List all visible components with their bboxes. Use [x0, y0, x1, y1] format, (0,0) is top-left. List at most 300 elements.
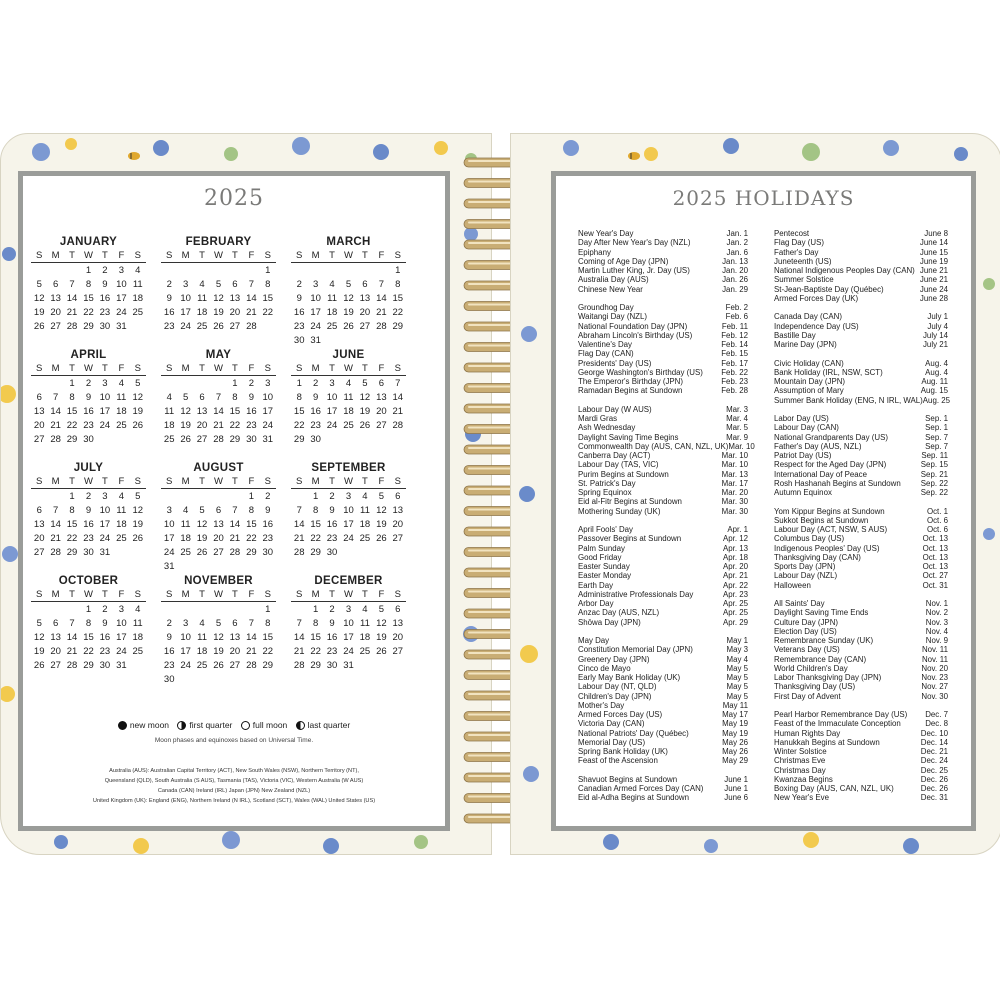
- day-number: 5: [199, 505, 205, 516]
- weekday-label: T: [69, 250, 75, 261]
- empty-cell: [31, 378, 47, 389]
- holiday-name: Mother's Day: [578, 700, 625, 710]
- day-number: 31: [99, 547, 111, 558]
- day-number: 3: [329, 378, 335, 389]
- empty-cell: [291, 265, 307, 276]
- holidays-column-1: [578, 229, 755, 803]
- day-number: 23: [246, 420, 257, 431]
- holiday-row: [578, 608, 748, 617]
- month-name: NOVEMBER: [184, 575, 253, 587]
- day-number: 18: [359, 632, 371, 643]
- bee-icon: [628, 152, 640, 160]
- holiday-row: [578, 534, 748, 543]
- weekday-header: [291, 250, 406, 263]
- day-number: 21: [392, 406, 404, 417]
- day-number: 14: [376, 293, 387, 304]
- holiday-name: All Saints' Day: [774, 599, 825, 608]
- day-number: 30: [326, 660, 338, 671]
- day-number: 31: [116, 660, 127, 671]
- day-number: 19: [359, 406, 371, 417]
- holiday-row: [774, 359, 948, 368]
- holiday-date: Aug. 4: [925, 358, 948, 368]
- holiday-date: Mar. 4: [726, 414, 748, 423]
- holiday-row: [578, 238, 748, 247]
- day-number: 26: [376, 646, 387, 657]
- day-number: 24: [262, 420, 274, 431]
- empty-cell: [373, 265, 389, 276]
- day-number: 20: [229, 646, 241, 657]
- day-number: 3: [102, 378, 108, 389]
- day-number: 7: [248, 618, 254, 629]
- weekday-label: W: [344, 250, 353, 261]
- holiday-date: Dec. 25: [920, 765, 948, 775]
- holiday-row: [578, 590, 748, 599]
- holiday-row: [774, 738, 948, 747]
- month-gap: [578, 766, 748, 775]
- day-number: 7: [52, 505, 59, 516]
- holiday-row: [774, 571, 948, 580]
- day-number: 27: [229, 660, 241, 671]
- day-number: 9: [85, 392, 92, 403]
- holiday-name: Arbor Day: [578, 599, 614, 608]
- day-number: 12: [213, 293, 224, 304]
- holiday-row: [578, 368, 748, 377]
- day-number: 28: [246, 660, 257, 671]
- holiday-date: June 6: [724, 793, 748, 803]
- holiday-date: Apr. 23: [722, 589, 748, 599]
- day-number: 21: [376, 307, 387, 318]
- empty-cell: [47, 265, 63, 276]
- day-number: 8: [265, 618, 271, 629]
- holiday-date: June 21: [919, 275, 948, 285]
- holiday-name: Day After New Year's Day (NZL): [578, 238, 691, 248]
- holiday-name: Pearl Harbor Remembrance Day (US): [774, 710, 908, 719]
- day-number: 14: [392, 392, 404, 403]
- holiday-row: [774, 525, 948, 534]
- holiday-date: Apr. 12: [722, 534, 748, 544]
- day-number: 3: [182, 279, 189, 290]
- holiday-name: National Foundation Day (JPN): [578, 321, 688, 331]
- holiday-name: Christmas Eve: [774, 756, 826, 766]
- empty-cell: [227, 604, 243, 615]
- weekday-label: S: [296, 250, 303, 261]
- holiday-name: Remembrance Day (CAN): [774, 654, 867, 664]
- day-number: 11: [343, 392, 354, 403]
- holiday-row: [578, 349, 748, 358]
- holiday-name: Labour Day (TAS, VIC): [578, 460, 659, 470]
- weekday-label: S: [134, 363, 141, 374]
- day-number: 24: [180, 660, 191, 671]
- day-number: 10: [163, 519, 175, 530]
- day-number: 1: [395, 265, 401, 276]
- day-number: 17: [163, 533, 175, 544]
- holiday-date: May 26: [722, 747, 748, 756]
- holiday-row: [774, 238, 948, 247]
- weekday-label: S: [296, 589, 303, 600]
- day-number: 12: [132, 392, 144, 403]
- holiday-date: Dec. 8: [925, 719, 948, 729]
- day-number: 7: [395, 378, 401, 389]
- day-number: 19: [343, 307, 354, 318]
- weekday-label: F: [118, 476, 125, 487]
- holiday-date: Feb. 17: [721, 358, 748, 368]
- day-number: 6: [232, 279, 238, 290]
- day-number: 16: [246, 406, 257, 417]
- day-number: 9: [248, 392, 254, 403]
- day-number: 21: [229, 533, 241, 544]
- day-number: 3: [118, 604, 124, 615]
- day-number: 24: [99, 420, 111, 431]
- holiday-name: Labor Thanksgiving Day (JPN): [774, 673, 882, 682]
- day-number: 7: [378, 279, 384, 290]
- holiday-name: National Grandparents Day (US): [774, 432, 889, 442]
- holiday-name: May Day: [578, 636, 610, 645]
- day-number: 22: [310, 646, 321, 657]
- day-number: 22: [229, 420, 241, 431]
- month-august: [161, 462, 276, 572]
- day-number: 22: [246, 533, 257, 544]
- day-number: 2: [248, 378, 254, 389]
- holiday-row: [774, 645, 948, 654]
- day-number: 19: [196, 533, 208, 544]
- day-number: 31: [343, 660, 354, 671]
- day-number: 24: [343, 533, 354, 544]
- day-number: 29: [262, 660, 274, 671]
- holiday-row: [578, 460, 748, 469]
- holiday-name: Bastille Day: [774, 330, 816, 340]
- weekday-label: M: [51, 363, 60, 374]
- holiday-row: [578, 645, 748, 654]
- weekday-label: F: [118, 250, 125, 261]
- weekday-label: T: [199, 589, 205, 600]
- holiday-row: [578, 655, 748, 664]
- holiday-date: Mar. 10: [728, 441, 755, 451]
- month-september: [291, 462, 406, 558]
- day-number: 29: [83, 660, 94, 671]
- day-number: 13: [376, 392, 387, 403]
- day-number: 28: [376, 321, 387, 332]
- holiday-name: Culture Day (JPN): [774, 617, 839, 627]
- weekday-label: M: [181, 250, 190, 261]
- holiday-name: Palm Sunday: [578, 543, 625, 553]
- day-number: 21: [66, 646, 78, 657]
- day-number: 26: [196, 547, 208, 558]
- month-may: [161, 349, 276, 445]
- day-number: 23: [99, 307, 111, 318]
- holiday-name: Easter Sunday: [578, 562, 630, 571]
- day-number: 20: [50, 307, 61, 318]
- holiday-date: Oct. 13: [922, 562, 948, 571]
- month-gap: [578, 294, 748, 303]
- day-number: 3: [182, 618, 189, 629]
- holiday-date: Feb. 6: [725, 312, 748, 322]
- weekday-label: F: [248, 589, 255, 600]
- day-number: 22: [310, 533, 321, 544]
- holiday-name: Daylight Saving Time Begins: [578, 432, 679, 442]
- day-number: 19: [33, 646, 45, 657]
- day-number: 14: [246, 632, 257, 643]
- day-number: 27: [392, 533, 404, 544]
- day-number: 21: [293, 533, 305, 544]
- holiday-row: [578, 229, 748, 238]
- holiday-date: Mar. 10: [721, 460, 748, 470]
- holiday-date: Dec. 10: [920, 728, 948, 738]
- holiday-date: Apr. 22: [722, 580, 748, 590]
- day-number: 20: [213, 533, 224, 544]
- day-number: 23: [326, 646, 338, 657]
- day-number: 8: [312, 618, 319, 629]
- holiday-row: [578, 747, 748, 756]
- holiday-row: [774, 442, 948, 451]
- weekday-label: T: [232, 589, 238, 600]
- month-january: [31, 236, 146, 332]
- weekday-label: T: [69, 363, 75, 374]
- day-number: 11: [132, 279, 143, 290]
- full-moon-icon: [241, 721, 250, 730]
- holiday-name: Father's Day (AUS, NZL): [774, 441, 862, 451]
- weekday-label: M: [311, 589, 320, 600]
- weekday-header: [291, 476, 406, 489]
- day-number: 24: [116, 307, 127, 318]
- day-number: 20: [50, 646, 61, 657]
- day-number: 11: [327, 293, 337, 304]
- day-number: 21: [50, 420, 61, 431]
- holiday-date: Mar. 30: [721, 497, 748, 507]
- holiday-row: [578, 386, 748, 395]
- holiday-row: [578, 359, 748, 368]
- day-number: 4: [362, 604, 368, 615]
- holiday-date: Nov. 27: [921, 682, 948, 692]
- holiday-name: Summer Solstice: [774, 275, 834, 285]
- holiday-row: [774, 451, 948, 460]
- month-gap: [774, 590, 948, 599]
- day-grid: [31, 265, 146, 332]
- day-number: 27: [229, 321, 241, 332]
- day-grid: [291, 378, 406, 445]
- day-number: 21: [50, 533, 61, 544]
- day-number: 22: [83, 307, 94, 318]
- day-number: 15: [293, 406, 305, 417]
- empty-cell: [177, 378, 193, 389]
- holiday-name: Veterans Day (US): [774, 645, 840, 655]
- day-number: 15: [262, 632, 274, 643]
- month-february: [161, 236, 276, 332]
- day-number: 18: [132, 293, 144, 304]
- day-number: 26: [213, 321, 224, 332]
- day-number: 21: [246, 646, 257, 657]
- day-number: 10: [326, 392, 338, 403]
- day-number: 15: [83, 293, 94, 304]
- day-number: 2: [102, 604, 108, 615]
- holiday-row: [578, 433, 748, 442]
- holiday-row: [578, 719, 748, 728]
- holiday-row: [774, 784, 948, 793]
- day-grid: [161, 491, 276, 572]
- month-gap: [774, 701, 948, 710]
- day-number: 4: [199, 279, 205, 290]
- weekday-header: [161, 589, 276, 602]
- day-number: 3: [345, 491, 352, 502]
- day-number: 13: [33, 406, 45, 417]
- day-number: 29: [66, 434, 78, 445]
- weekday-label: S: [264, 250, 271, 261]
- day-number: 8: [248, 505, 254, 516]
- day-number: 25: [196, 321, 208, 332]
- day-number: 14: [66, 632, 78, 643]
- holiday-row: [578, 710, 748, 719]
- day-number: 1: [85, 265, 92, 276]
- holiday-name: Eid al-Fitr Begins at Sundown: [578, 497, 682, 507]
- holiday-date: Feb. 12: [721, 330, 748, 340]
- holiday-row: [774, 655, 948, 664]
- day-number: 8: [312, 505, 319, 516]
- holiday-row: [774, 248, 948, 257]
- new-moon-icon: [118, 721, 127, 730]
- holiday-date: Nov. 1: [925, 599, 948, 608]
- day-number: 26: [180, 434, 191, 445]
- day-number: 5: [362, 378, 368, 389]
- weekday-label: S: [134, 476, 141, 487]
- day-number: 9: [166, 632, 172, 643]
- day-number: 1: [85, 604, 92, 615]
- empty-cell: [161, 604, 177, 615]
- day-number: 19: [213, 646, 224, 657]
- holiday-row: [578, 340, 748, 349]
- weekday-label: T: [102, 363, 108, 374]
- day-number: 19: [132, 519, 144, 530]
- region-abbreviations: Australia (AUS): Australian Capital Territory (ACT), New South Wales (NSW), Northern Territory (NT), Queensland (QLD), South Australia (S AUS), Tasmania (TAS), Victoria (VIC), Western Australia (W AUS) Canada (CAN) Ireland (IRL) Japan (JPN) New Zealand (NZL) United Kingdom (UK): England (ENG), Northern Ireland (N IRL), Scotland (SCT), Wales (WAL) United States (US): [92, 768, 376, 804]
- day-number: 5: [215, 618, 222, 629]
- holiday-row: [774, 229, 948, 238]
- day-number: 18: [359, 519, 371, 530]
- day-number: 13: [229, 293, 241, 304]
- holiday-date: Nov. 9: [925, 636, 948, 645]
- day-grid: [291, 604, 406, 671]
- empty-cell: [227, 491, 243, 502]
- day-number: 3: [166, 505, 172, 516]
- holiday-date: May 5: [726, 682, 748, 692]
- weekday-label: T: [199, 250, 205, 261]
- holiday-date: Apr. 18: [722, 552, 748, 562]
- day-number: 22: [66, 533, 78, 544]
- holiday-row: [578, 257, 748, 266]
- day-number: 2: [296, 279, 302, 290]
- empty-cell: [291, 491, 307, 502]
- day-number: 10: [262, 392, 274, 403]
- holiday-name: Civic Holiday (CAN): [774, 358, 844, 368]
- day-number: 18: [116, 406, 127, 417]
- day-number: 1: [232, 378, 238, 389]
- holiday-row: [774, 581, 948, 590]
- day-number: 27: [213, 547, 224, 558]
- holiday-row: [578, 507, 748, 516]
- day-number: 6: [199, 392, 205, 403]
- day-number: 8: [265, 279, 271, 290]
- day-number: 17: [326, 406, 338, 417]
- weekday-header: [161, 363, 276, 376]
- day-number: 12: [180, 406, 191, 417]
- weekday-label: W: [84, 476, 93, 487]
- empty-cell: [161, 491, 177, 502]
- day-number: 25: [132, 307, 144, 318]
- day-number: 11: [164, 406, 175, 417]
- holiday-date: May 5: [726, 663, 748, 673]
- holiday-name: Waitangi Day (NZL): [578, 312, 647, 322]
- weekday-label: T: [69, 589, 75, 600]
- holiday-date: May 17: [722, 710, 748, 719]
- month-name: JULY: [73, 462, 104, 474]
- day-number: 17: [99, 406, 111, 417]
- weekday-header: [161, 250, 276, 263]
- holiday-date: Dec. 24: [920, 756, 948, 766]
- holiday-row: [774, 460, 948, 469]
- day-number: 16: [326, 519, 338, 530]
- day-number: 9: [85, 505, 92, 516]
- holiday-date: Feb. 23: [721, 377, 748, 386]
- holiday-date: Oct. 13: [922, 534, 948, 544]
- holiday-row: [774, 312, 948, 321]
- weekday-label: T: [102, 476, 108, 487]
- empty-cell: [47, 491, 63, 502]
- holiday-name: Canada Day (CAN): [774, 312, 842, 322]
- holiday-row: [774, 599, 948, 608]
- day-number: 13: [359, 293, 371, 304]
- holiday-date: Apr. 29: [722, 617, 748, 627]
- day-number: 18: [343, 406, 354, 417]
- holiday-name: Shavuot Begins at Sundown: [578, 774, 678, 784]
- holiday-row: [774, 719, 948, 728]
- holiday-name: Independence Day (US): [774, 321, 859, 331]
- empty-cell: [64, 265, 80, 276]
- holiday-date: Mar. 5: [726, 423, 748, 433]
- day-number: 17: [343, 632, 354, 643]
- holiday-row: [774, 479, 948, 488]
- holiday-row: [578, 331, 748, 340]
- day-number: 28: [229, 547, 241, 558]
- day-number: 25: [163, 434, 175, 445]
- day-number: 4: [118, 491, 124, 502]
- day-number: 31: [116, 321, 127, 332]
- holiday-row: [774, 766, 948, 775]
- holiday-row: [578, 275, 748, 284]
- day-number: 23: [163, 321, 175, 332]
- holiday-row: [578, 636, 748, 645]
- day-number: 25: [132, 646, 144, 657]
- day-number: 13: [50, 293, 61, 304]
- day-number: 14: [293, 519, 305, 530]
- empty-cell: [31, 491, 47, 502]
- weekday-label: S: [134, 589, 141, 600]
- holiday-name: Kwanzaa Begins: [774, 774, 833, 784]
- day-number: 26: [359, 420, 371, 431]
- day-number: 18: [180, 533, 191, 544]
- holiday-row: [578, 525, 748, 534]
- weekday-label: S: [134, 250, 141, 261]
- holiday-name: Spring Bank Holiday (UK): [578, 747, 668, 756]
- holiday-name: Passover Begins at Sundown: [578, 534, 682, 544]
- holiday-row: [774, 266, 948, 275]
- day-number: 6: [362, 279, 368, 290]
- empty-cell: [64, 604, 80, 615]
- day-number: 13: [392, 618, 404, 629]
- day-number: 1: [69, 378, 75, 389]
- day-number: 1: [69, 491, 75, 502]
- day-number: 8: [395, 279, 401, 290]
- month-june: [291, 349, 406, 445]
- holiday-date: Nov. 2: [925, 608, 948, 618]
- day-grid: [31, 491, 146, 558]
- day-number: 29: [310, 660, 321, 671]
